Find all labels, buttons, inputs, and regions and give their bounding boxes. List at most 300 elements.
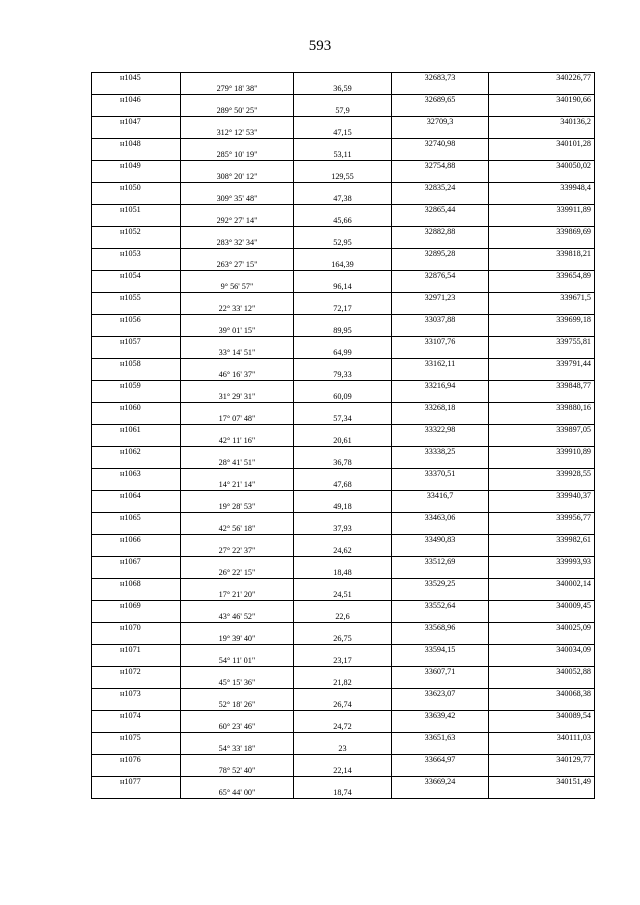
point-row (92, 579, 595, 590)
empty-cell (294, 139, 392, 150)
empty-cell (181, 777, 294, 788)
segment-length: 57,34 (294, 414, 392, 425)
coordinate-x: 32865,44 (392, 205, 489, 216)
segment-row (92, 370, 595, 381)
empty-cell (92, 722, 181, 733)
segment-length: 45,66 (294, 216, 392, 227)
segment-row (92, 436, 595, 447)
coordinate-x: 32971,23 (392, 293, 489, 304)
empty-cell (392, 414, 489, 425)
point-name: н1061 (92, 425, 181, 436)
coordinate-y: 339993,93 (489, 557, 595, 568)
empty-cell (92, 84, 181, 95)
empty-cell (294, 711, 392, 722)
empty-cell (181, 491, 294, 502)
coordinate-y: 339869,69 (489, 227, 595, 238)
direction-angle: 27° 22' 37" (181, 546, 294, 557)
empty-cell (489, 634, 595, 645)
empty-cell (489, 436, 595, 447)
direction-angle: 22° 33' 12" (181, 304, 294, 315)
empty-cell (92, 370, 181, 381)
point-row (92, 425, 595, 436)
direction-angle: 17° 07' 48" (181, 414, 294, 425)
coordinate-x: 33216,94 (392, 381, 489, 392)
segment-length: 129,55 (294, 172, 392, 183)
empty-cell (294, 205, 392, 216)
empty-cell (92, 414, 181, 425)
empty-cell (181, 513, 294, 524)
coordinate-x: 33512,69 (392, 557, 489, 568)
empty-cell (392, 326, 489, 337)
empty-cell (392, 304, 489, 315)
empty-cell (294, 73, 392, 84)
point-name: н1065 (92, 513, 181, 524)
empty-cell (92, 194, 181, 205)
empty-cell (92, 348, 181, 359)
segment-row (92, 568, 595, 579)
segment-row (92, 414, 595, 425)
empty-cell (489, 326, 595, 337)
segment-length: 64,99 (294, 348, 392, 359)
point-name: н1066 (92, 535, 181, 546)
direction-angle: 9° 56' 57" (181, 282, 294, 293)
coordinate-x: 32754,88 (392, 161, 489, 172)
coordinate-x: 33416,7 (392, 491, 489, 502)
direction-angle: 54° 11' 01" (181, 656, 294, 667)
coordinate-x: 33463,06 (392, 513, 489, 524)
direction-angle: 312° 12' 53" (181, 128, 294, 139)
point-row (92, 381, 595, 392)
direction-angle: 33° 14' 51" (181, 348, 294, 359)
empty-cell (392, 128, 489, 139)
empty-cell (489, 480, 595, 491)
empty-cell (489, 656, 595, 667)
segment-row (92, 194, 595, 205)
empty-cell (181, 117, 294, 128)
empty-cell (294, 469, 392, 480)
coordinate-x: 33552,64 (392, 601, 489, 612)
segment-length: 18,74 (294, 788, 392, 799)
empty-cell (92, 502, 181, 513)
empty-cell (294, 337, 392, 348)
point-name: н1055 (92, 293, 181, 304)
empty-cell (489, 458, 595, 469)
point-row (92, 95, 595, 106)
segment-length: 37,93 (294, 524, 392, 535)
empty-cell (181, 227, 294, 238)
coordinate-x: 33623,07 (392, 689, 489, 700)
coordinate-y: 340101,28 (489, 139, 595, 150)
segment-length: 164,39 (294, 260, 392, 271)
direction-angle: 52° 18' 26" (181, 700, 294, 711)
empty-cell (92, 304, 181, 315)
empty-cell (181, 183, 294, 194)
empty-cell (294, 579, 392, 590)
coordinate-y: 339897,05 (489, 425, 595, 436)
empty-cell (489, 304, 595, 315)
point-name: н1057 (92, 337, 181, 348)
coordinate-y: 340050,02 (489, 161, 595, 172)
point-name: н1076 (92, 755, 181, 766)
segment-row (92, 348, 595, 359)
segment-row (92, 480, 595, 491)
empty-cell (392, 502, 489, 513)
direction-angle: 46° 16' 37" (181, 370, 294, 381)
coordinate-y: 339818,21 (489, 249, 595, 260)
direction-angle: 289° 50' 25" (181, 106, 294, 117)
empty-cell (294, 183, 392, 194)
empty-cell (392, 700, 489, 711)
empty-cell (181, 293, 294, 304)
empty-cell (92, 612, 181, 623)
empty-cell (92, 172, 181, 183)
segment-length: 47,15 (294, 128, 392, 139)
empty-cell (392, 546, 489, 557)
segment-row (92, 656, 595, 667)
coordinate-y: 339791,44 (489, 359, 595, 370)
point-row (92, 271, 595, 282)
empty-cell (92, 590, 181, 601)
coordinate-y: 340190,66 (489, 95, 595, 106)
empty-cell (489, 106, 595, 117)
empty-cell (294, 161, 392, 172)
coordinate-y: 340002,14 (489, 579, 595, 590)
segment-length: 36,78 (294, 458, 392, 469)
direction-angle: 14° 21' 14" (181, 480, 294, 491)
empty-cell (181, 711, 294, 722)
point-row (92, 601, 595, 612)
segment-row (92, 326, 595, 337)
empty-cell (181, 425, 294, 436)
coordinate-x: 33370,51 (392, 469, 489, 480)
segment-row (92, 546, 595, 557)
point-name: н1051 (92, 205, 181, 216)
coordinate-x: 33568,96 (392, 623, 489, 634)
empty-cell (392, 744, 489, 755)
point-row (92, 315, 595, 326)
coordinate-x: 32835,24 (392, 183, 489, 194)
coordinate-x: 33107,76 (392, 337, 489, 348)
point-row (92, 645, 595, 656)
point-row (92, 249, 595, 260)
point-row (92, 227, 595, 238)
point-row (92, 205, 595, 216)
coordinate-x: 33594,15 (392, 645, 489, 656)
coordinate-x: 32882,88 (392, 227, 489, 238)
coordinate-x: 33639,42 (392, 711, 489, 722)
segment-length: 47,68 (294, 480, 392, 491)
coordinate-x: 33268,18 (392, 403, 489, 414)
segment-length: 57,9 (294, 106, 392, 117)
coordinate-x: 33322,98 (392, 425, 489, 436)
direction-angle: 28° 41' 51" (181, 458, 294, 469)
empty-cell (392, 568, 489, 579)
empty-cell (392, 84, 489, 95)
empty-cell (489, 282, 595, 293)
coordinate-y: 340052,88 (489, 667, 595, 678)
point-row (92, 755, 595, 766)
segment-length: 96,14 (294, 282, 392, 293)
point-row (92, 667, 595, 678)
empty-cell (181, 447, 294, 458)
segment-row (92, 128, 595, 139)
point-row (92, 359, 595, 370)
empty-cell (489, 84, 595, 95)
empty-cell (92, 282, 181, 293)
empty-cell (489, 370, 595, 381)
empty-cell (392, 436, 489, 447)
point-row (92, 447, 595, 458)
coordinate-y: 339755,81 (489, 337, 595, 348)
empty-cell (181, 601, 294, 612)
empty-cell (392, 194, 489, 205)
point-row (92, 293, 595, 304)
empty-cell (392, 656, 489, 667)
empty-cell (181, 535, 294, 546)
direction-angle: 308° 20' 12" (181, 172, 294, 183)
point-row (92, 73, 595, 84)
empty-cell (181, 381, 294, 392)
empty-cell (392, 458, 489, 469)
point-name: н1071 (92, 645, 181, 656)
empty-cell (181, 645, 294, 656)
empty-cell (392, 524, 489, 535)
empty-cell (92, 546, 181, 557)
direction-angle: 19° 39' 40" (181, 634, 294, 645)
direction-angle: 65° 44' 00" (181, 788, 294, 799)
segment-length: 23,17 (294, 656, 392, 667)
point-name: н1058 (92, 359, 181, 370)
segment-length: 79,33 (294, 370, 392, 381)
segment-length: 24,72 (294, 722, 392, 733)
point-row (92, 117, 595, 128)
point-name: н1048 (92, 139, 181, 150)
empty-cell (392, 260, 489, 271)
empty-cell (489, 766, 595, 777)
empty-cell (294, 557, 392, 568)
empty-cell (92, 656, 181, 667)
direction-angle: 43° 46' 52" (181, 612, 294, 623)
coordinate-y: 340068,38 (489, 689, 595, 700)
empty-cell (181, 667, 294, 678)
empty-cell (181, 337, 294, 348)
segment-row (92, 304, 595, 315)
direction-angle: 39° 01' 15" (181, 326, 294, 337)
empty-cell (392, 590, 489, 601)
empty-cell (181, 623, 294, 634)
direction-angle: 292° 27' 14" (181, 216, 294, 227)
coordinate-x: 33490,83 (392, 535, 489, 546)
empty-cell (92, 480, 181, 491)
point-row (92, 161, 595, 172)
segment-length: 24,62 (294, 546, 392, 557)
coordinate-y: 339948,4 (489, 183, 595, 194)
empty-cell (181, 315, 294, 326)
empty-cell (294, 755, 392, 766)
empty-cell (392, 722, 489, 733)
coordinate-y: 340111,03 (489, 733, 595, 744)
coordinate-x: 33338,25 (392, 447, 489, 458)
segment-row (92, 634, 595, 645)
segment-length: 22,14 (294, 766, 392, 777)
empty-cell (294, 535, 392, 546)
empty-cell (294, 117, 392, 128)
empty-cell (294, 293, 392, 304)
empty-cell (181, 139, 294, 150)
segment-row (92, 238, 595, 249)
empty-cell (489, 128, 595, 139)
point-name: н1077 (92, 777, 181, 788)
point-row (92, 469, 595, 480)
empty-cell (181, 733, 294, 744)
segment-row (92, 700, 595, 711)
coordinates-table (91, 72, 595, 799)
point-name: н1056 (92, 315, 181, 326)
empty-cell (489, 150, 595, 161)
point-row (92, 777, 595, 788)
segment-row (92, 612, 595, 623)
empty-cell (294, 777, 392, 788)
coordinate-y: 339654,89 (489, 271, 595, 282)
empty-cell (489, 260, 595, 271)
empty-cell (392, 106, 489, 117)
empty-cell (294, 271, 392, 282)
segment-length: 49,18 (294, 502, 392, 513)
point-name: н1052 (92, 227, 181, 238)
point-name: н1047 (92, 117, 181, 128)
empty-cell (294, 227, 392, 238)
coordinate-y: 339940,37 (489, 491, 595, 502)
empty-cell (489, 788, 595, 799)
segment-row (92, 84, 595, 95)
coordinate-x: 32740,98 (392, 139, 489, 150)
coordinate-y: 340151,49 (489, 777, 595, 788)
empty-cell (92, 678, 181, 689)
empty-cell (489, 216, 595, 227)
coordinate-y: 339848,77 (489, 381, 595, 392)
coordinate-y: 340226,77 (489, 73, 595, 84)
direction-angle: 309° 35' 48" (181, 194, 294, 205)
segment-length: 89,95 (294, 326, 392, 337)
empty-cell (489, 194, 595, 205)
point-name: н1059 (92, 381, 181, 392)
empty-cell (294, 623, 392, 634)
empty-cell (92, 238, 181, 249)
segment-row (92, 458, 595, 469)
coordinate-x: 33607,71 (392, 667, 489, 678)
segment-row (92, 392, 595, 403)
point-row (92, 139, 595, 150)
empty-cell (92, 700, 181, 711)
coordinate-x: 32683,73 (392, 73, 489, 84)
segment-row (92, 150, 595, 161)
empty-cell (294, 513, 392, 524)
empty-cell (392, 634, 489, 645)
empty-cell (392, 612, 489, 623)
direction-angle: 42° 56' 18" (181, 524, 294, 535)
empty-cell (92, 788, 181, 799)
segment-row (92, 766, 595, 777)
coordinate-y: 339910,89 (489, 447, 595, 458)
point-name: н1046 (92, 95, 181, 106)
coordinate-y: 339982,61 (489, 535, 595, 546)
empty-cell (489, 590, 595, 601)
point-row (92, 513, 595, 524)
point-row (92, 183, 595, 194)
point-name: н1075 (92, 733, 181, 744)
empty-cell (489, 238, 595, 249)
empty-cell (294, 359, 392, 370)
empty-cell (489, 678, 595, 689)
empty-cell (489, 568, 595, 579)
empty-cell (489, 524, 595, 535)
empty-cell (181, 249, 294, 260)
empty-cell (294, 425, 392, 436)
coordinate-y: 340136,2 (489, 117, 595, 128)
direction-angle: 285° 10' 19" (181, 150, 294, 161)
empty-cell (92, 568, 181, 579)
segment-row (92, 106, 595, 117)
point-name: н1060 (92, 403, 181, 414)
coordinate-x: 33529,25 (392, 579, 489, 590)
segment-length: 18,48 (294, 568, 392, 579)
empty-cell (181, 403, 294, 414)
point-row (92, 403, 595, 414)
empty-cell (92, 766, 181, 777)
segment-row (92, 172, 595, 183)
direction-angle: 263° 27' 15" (181, 260, 294, 271)
segment-length: 26,74 (294, 700, 392, 711)
empty-cell (489, 700, 595, 711)
segment-length: 21,82 (294, 678, 392, 689)
empty-cell (181, 73, 294, 84)
empty-cell (489, 172, 595, 183)
empty-cell (181, 95, 294, 106)
coordinate-y: 339928,55 (489, 469, 595, 480)
empty-cell (181, 469, 294, 480)
empty-cell (181, 359, 294, 370)
segment-row (92, 524, 595, 535)
coordinate-y: 340034,09 (489, 645, 595, 656)
segment-length: 26,75 (294, 634, 392, 645)
empty-cell (392, 238, 489, 249)
segment-row (92, 788, 595, 799)
segment-row (92, 260, 595, 271)
direction-angle: 17° 21' 20" (181, 590, 294, 601)
empty-cell (392, 766, 489, 777)
point-name: н1050 (92, 183, 181, 194)
empty-cell (489, 744, 595, 755)
coordinate-x: 32709,3 (392, 117, 489, 128)
coordinate-y: 339671,5 (489, 293, 595, 304)
empty-cell (392, 172, 489, 183)
empty-cell (489, 392, 595, 403)
empty-cell (489, 414, 595, 425)
empty-cell (294, 95, 392, 106)
point-name: н1049 (92, 161, 181, 172)
segment-length: 72,17 (294, 304, 392, 315)
direction-angle: 54° 33' 18" (181, 744, 294, 755)
coordinate-y: 339880,16 (489, 403, 595, 414)
empty-cell (92, 128, 181, 139)
point-row (92, 557, 595, 568)
direction-angle: 60° 23' 46" (181, 722, 294, 733)
empty-cell (294, 667, 392, 678)
empty-cell (92, 260, 181, 271)
empty-cell (181, 271, 294, 282)
point-name: н1045 (92, 73, 181, 84)
empty-cell (392, 392, 489, 403)
